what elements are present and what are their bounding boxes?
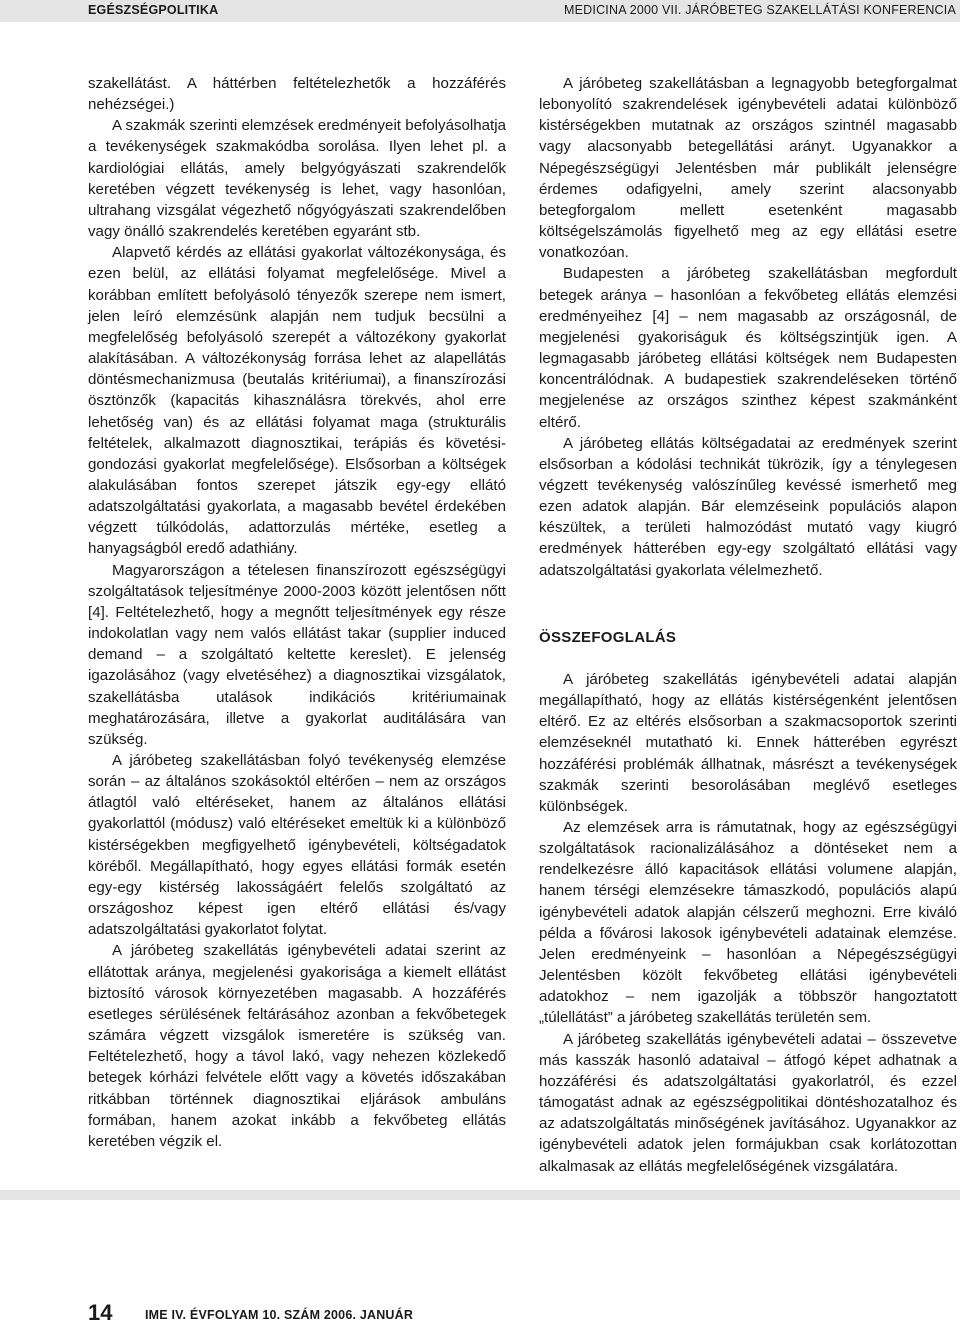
paragraph: A járóbeteg ellátás költségadatai az eredmények szerint elsősorban a kódolási technikát tükrözik, így a ténylegesen végzett tevékenység valószínűleg kevéssé ismerhető meg ezen adatok alapján. Bár elemzéseink populációs alapon készültek, a területi halmozódást mutató vagy kiugró eredmények hátterében egy-egy szolgáltató ellátási vagy adatszolgáltatási gyakorlata vélelmezhető. [539, 434, 957, 579]
section-title: EGÉSZSÉGPOLITIKA [88, 3, 219, 17]
section-heading: ÖSSZEFOGLALÁS [539, 628, 677, 646]
paragraph: A járóbeteg szakellátásban a legnagyobb betegforgalmat lebonyolító szakrendelések igénybevételi adatai különböző kistérségekben mutatnak az országos szintnél magasabb vagy alacsonyabb betegellátási arányt. Ugyanakkor a Népegészségügyi Jelentésben már publikált jelenségre érdemes odafigyelni, amely szerint alacsonyabb betegforgalom mellett esetenként magasabb költségelszámolás figyelhető meg az egy ellátási esetre vonatkozóan. [539, 75, 957, 262]
page-number: 14 [88, 1300, 113, 1325]
journal-info: IME IV. ÉVFOLYAM 10. SZÁM 2006. JANUÁR [145, 1308, 414, 1322]
paragraph: szakellátást. A háttérben feltételezhetők a hozzáférés nehézségei.) [88, 75, 506, 114]
right-column [539, 73, 957, 1177]
paragraph: A járóbeteg szakellátás igénybevételi adatai – összevetve más kasszák hasonló adataival – átfogó képet adhatnak a hozzáférési és adatszolgáltatási gyakorlatról, és ezzel támogatást adnak az egészségpolitikai döntéshozatalhoz és az adatszolgáltatás minőségének javításához. Ugyanakkor az igénybevételi adatok jelen formájukban csak korlátozottan alkalmasak az ellátás megfelelőségének vizsgálatára. [539, 1030, 957, 1175]
running-header [0, 0, 960, 22]
paragraph: A járóbeteg szakellátásban folyó tevékenység elemzése során – az általános szokásoktól eltérően – nem az országos átlagtól való eltéréseket, hanem az általános ellátási gyakorlattól (módusz) való eltéréseket emeltük ki a különböző kistérségekben megfigyelhető igénybevételi, költségadatok köréből. Megállapítható, hogy egyes ellátási formák esetén egy-egy kistérség lakosságáért felelős szolgáltató az országoshoz képest igen eltérő ellátási és/vagy adatszolgáltatási gyakorlatot folytat. [88, 752, 506, 939]
paragraph: Alapvető kérdés az ellátási gyakorlat változékonysága, és ezen belül, az ellátási folyamat megfelelősége. Mivel a korábban említett befolyásoló tényezők szerepe nem ismert, jelen leíró elemzésünk alapján nem tudjuk becsülni a megfelelőség befolyásoló szerepét a változékony gyakorlat alakításában. A változékonyság forrása lehet az alapellátás döntésmechanizmusa (beutalás kritériumai), a finanszírozási ösztönzők (kapacitás kihasználásra törekvés, ahol erre lehetőség van) és az ellátási folyamat maga (strukturális feltételek, alkalmazott diagnosztikai, terápiás és követési-gondozási gyakorlat megfelelősége). Elsősorban a költségek alakulásában fontos szerepet játszik egy-egy ellátó adatszolgáltatási gyakorlata, a magasabb bevétel érdekében végzett túlkódolás, adattorzulás mértéke, esetleg a hanyagságból eredő adathiány. [88, 244, 506, 558]
paragraph: A szakmák szerinti elemzések eredményeit befolyásolhatja a tevékenységek szakmakódba sorolása. Ilyen lehet pl. a kardiológiai ellátás, amely belgyógyászati szakrendelők keretében végzett tevékenység is lehet, vagy hasonlóan, ultrahang vizsgálat végezhető nőgyógyászati szakrendelőben vagy önálló szakrendelés keretében egyaránt stb. [88, 117, 506, 241]
paragraph: A járóbeteg szakellátás igénybevételi adatai szerint az ellátottak aránya, megjelenési gyakorisága a kiemelt ellátást biztosító városok környezetében magasabb. A hozzáférés esetleges sérülésének feltárásához azonban a fekvőbetegek számára végzett vizsgálok ismeretére is szükség van. Feltételezhető, hogy a távol lakó, vagy nehezen közlekedő betegek kórházi felvétele előtt vagy a követés időszakában ritkábban történnek diagnosztikai eljárások ambuláns formában, hanem azokat inkább a fekvőbeteg ellátás keretében végzik el. [88, 942, 506, 1150]
paragraph: Magyarországon a tételesen finanszírozott egészségügyi szolgáltatások teljesítménye 2000-2003 között jelentősen nőtt [4]. Feltételezhető, hogy a megnőtt teljesítmények egy része indokolatlan vagy nem valós ellátást takar (supplier induced demand – a szolgáltató keltette kereslet). E jelenség igazolásához (vagy elvetéséhez) a diagnosztikai vizsgálatok, szakellátásba utalások indikációs kritériumainak meghatározására, illetve a gyakorlat auditálására van szükség. [88, 561, 506, 748]
left-column [88, 73, 506, 1152]
paragraph: A járóbeteg szakellátás igénybevételi adatai alapján megállapítható, hogy az ellátás kistérségenként jelentősen eltérő. Ez az eltérés elsősorban a szakmacsoportok szerinti elemzéseknél mutatható ki. Ennek hátterében egyrészt hozzáférési problémák állhatnak, másrészt a tevékenységek szakmák szerinti besorolásában meglévő esetleges különbségek. [539, 670, 957, 815]
paragraph: Az elemzések arra is rámutatnak, hogy az egészségügyi szolgáltatások racionalizálásához a döntéseket nem a rendelkezésre álló kapacitások ellátási volumene alapján, hanem térségi elemzésekre támaszkodó, populációs alapú igénybevételi adatok alapján célszerű meghozni. Erre kiváló példa a fővárosi lakosok igénybevételi adatainak elemzése. Jelen eredményeink – hasonlóan a Népegészségügyi Jelentésben közölt fekvőbeteg ellátási igénybevételi adatokhoz – nem igazolják a többször hangoztatott „túlellátást” a járóbeteg szakellátás területén sem. [539, 819, 957, 1027]
conference-title: MEDICINA 2000 VII. JÁRÓBETEG SZAKELLÁTÁSI KONFERENCIA [564, 3, 956, 17]
paragraph: Budapesten a járóbeteg szakellátásban megfordult betegek aránya – hasonlóan a fekvőbeteg ellátás elemzési eredményeihez [4] – nem magasabb az országosnál, de megjelenési gyakoriságuk és költségszintjük igen. A legmagasabb járóbeteg ellátási költségek nem Budapesten koncentrálódnak. A budapestiek szakrendeléseken történő megjelenése az országos szinthez képest szakmánként eltérő. [539, 265, 957, 431]
footer-divider [0, 1190, 960, 1200]
